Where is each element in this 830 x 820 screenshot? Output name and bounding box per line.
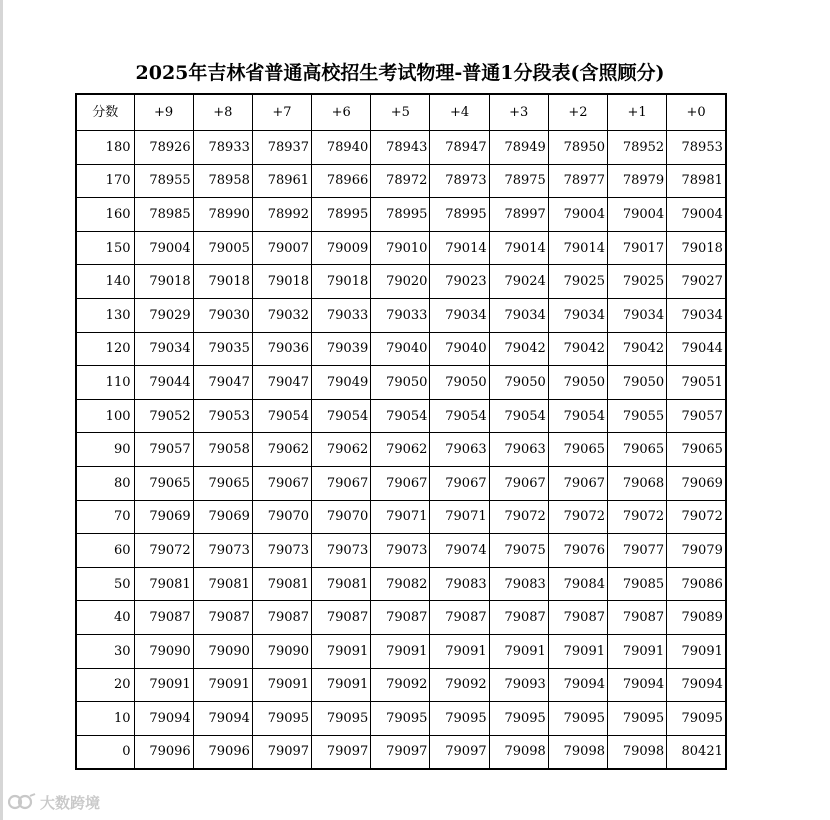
column-header-offset: +8 xyxy=(193,94,252,131)
count-cell: 79065 xyxy=(193,466,252,500)
column-header-offset: +0 xyxy=(667,94,726,131)
count-cell: 79063 xyxy=(489,433,548,467)
count-cell: 79004 xyxy=(608,198,667,232)
count-cell: 78990 xyxy=(193,198,252,232)
count-cell: 79096 xyxy=(134,735,193,769)
table-row xyxy=(76,298,726,332)
count-cell: 79091 xyxy=(312,668,371,702)
count-cell: 78975 xyxy=(489,164,548,198)
count-cell: 79090 xyxy=(193,634,252,668)
score-distribution-table xyxy=(75,93,727,770)
score-cell: 60 xyxy=(76,534,134,568)
count-cell: 79034 xyxy=(667,298,726,332)
count-cell: 79007 xyxy=(252,231,311,265)
count-cell: 79079 xyxy=(667,534,726,568)
score-cell: 170 xyxy=(76,164,134,198)
count-cell: 79073 xyxy=(193,534,252,568)
count-cell: 79097 xyxy=(252,735,311,769)
table-row xyxy=(76,601,726,635)
count-cell: 79034 xyxy=(608,298,667,332)
count-cell: 79050 xyxy=(608,366,667,400)
score-cell: 130 xyxy=(76,298,134,332)
count-cell: 79054 xyxy=(312,399,371,433)
count-cell: 79091 xyxy=(134,668,193,702)
score-cell: 30 xyxy=(76,634,134,668)
count-cell: 79033 xyxy=(312,298,371,332)
column-header-offset: +1 xyxy=(608,94,667,131)
count-cell: 79090 xyxy=(134,634,193,668)
logo-icon xyxy=(8,793,36,811)
count-cell: 79065 xyxy=(608,433,667,467)
count-cell: 78947 xyxy=(430,131,489,165)
count-cell: 79087 xyxy=(252,601,311,635)
count-cell: 79097 xyxy=(371,735,430,769)
count-cell: 78997 xyxy=(489,198,548,232)
score-cell: 110 xyxy=(76,366,134,400)
count-cell: 79025 xyxy=(548,265,607,299)
table-row xyxy=(76,399,726,433)
count-cell: 79095 xyxy=(252,702,311,736)
table-row xyxy=(76,332,726,366)
score-cell: 150 xyxy=(76,231,134,265)
count-cell: 78961 xyxy=(252,164,311,198)
count-cell: 79072 xyxy=(134,534,193,568)
count-cell: 78955 xyxy=(134,164,193,198)
count-cell: 79085 xyxy=(608,567,667,601)
count-cell: 79024 xyxy=(489,265,548,299)
count-cell: 79069 xyxy=(134,500,193,534)
score-cell: 0 xyxy=(76,735,134,769)
count-cell: 79098 xyxy=(489,735,548,769)
count-cell: 78940 xyxy=(312,131,371,165)
count-cell: 79062 xyxy=(312,433,371,467)
count-cell: 79036 xyxy=(252,332,311,366)
count-cell: 79051 xyxy=(667,366,726,400)
count-cell: 79050 xyxy=(371,366,430,400)
count-cell: 79014 xyxy=(548,231,607,265)
count-cell: 79055 xyxy=(608,399,667,433)
count-cell: 78995 xyxy=(312,198,371,232)
count-cell: 78979 xyxy=(608,164,667,198)
count-cell: 79093 xyxy=(489,668,548,702)
count-cell: 79091 xyxy=(312,634,371,668)
count-cell: 78926 xyxy=(134,131,193,165)
count-cell: 79050 xyxy=(430,366,489,400)
count-cell: 79034 xyxy=(548,298,607,332)
table-row xyxy=(76,735,726,769)
count-cell: 79091 xyxy=(193,668,252,702)
watermark xyxy=(8,790,100,814)
count-cell: 79062 xyxy=(252,433,311,467)
column-header-offset: +7 xyxy=(252,94,311,131)
count-cell: 79067 xyxy=(430,466,489,500)
count-cell: 79069 xyxy=(193,500,252,534)
count-cell: 79095 xyxy=(371,702,430,736)
count-cell: 79034 xyxy=(489,298,548,332)
count-cell: 79097 xyxy=(430,735,489,769)
count-cell: 78981 xyxy=(667,164,726,198)
count-cell: 79035 xyxy=(193,332,252,366)
table-row xyxy=(76,164,726,198)
count-cell: 79095 xyxy=(312,702,371,736)
count-cell: 79075 xyxy=(489,534,548,568)
count-cell: 79004 xyxy=(548,198,607,232)
count-cell: 79020 xyxy=(371,265,430,299)
count-cell: 79054 xyxy=(548,399,607,433)
count-cell: 79032 xyxy=(252,298,311,332)
count-cell: 79004 xyxy=(667,198,726,232)
count-cell: 79098 xyxy=(608,735,667,769)
count-cell: 79034 xyxy=(430,298,489,332)
table-body xyxy=(76,131,726,770)
count-cell: 79067 xyxy=(489,466,548,500)
count-cell: 79068 xyxy=(608,466,667,500)
count-cell: 79095 xyxy=(608,702,667,736)
count-cell: 79072 xyxy=(667,500,726,534)
count-cell: 79087 xyxy=(371,601,430,635)
count-cell: 79018 xyxy=(252,265,311,299)
count-cell: 79092 xyxy=(371,668,430,702)
score-cell: 80 xyxy=(76,466,134,500)
count-cell: 79033 xyxy=(371,298,430,332)
table-row xyxy=(76,500,726,534)
count-cell: 79084 xyxy=(548,567,607,601)
count-cell: 79081 xyxy=(252,567,311,601)
count-cell: 79087 xyxy=(608,601,667,635)
count-cell: 79018 xyxy=(312,265,371,299)
count-cell: 79094 xyxy=(608,668,667,702)
count-cell: 79067 xyxy=(371,466,430,500)
count-cell: 78992 xyxy=(252,198,311,232)
count-cell: 79018 xyxy=(134,265,193,299)
count-cell: 79077 xyxy=(608,534,667,568)
count-cell: 79095 xyxy=(667,702,726,736)
count-cell: 79042 xyxy=(608,332,667,366)
count-cell: 79063 xyxy=(430,433,489,467)
count-cell: 79047 xyxy=(252,366,311,400)
table-row xyxy=(76,198,726,232)
count-cell: 79027 xyxy=(667,265,726,299)
table-row xyxy=(76,366,726,400)
count-cell: 79087 xyxy=(134,601,193,635)
count-cell: 79069 xyxy=(667,466,726,500)
count-cell: 79025 xyxy=(608,265,667,299)
score-cell: 70 xyxy=(76,500,134,534)
count-cell: 79081 xyxy=(312,567,371,601)
count-cell: 79054 xyxy=(430,399,489,433)
count-cell: 79083 xyxy=(430,567,489,601)
count-cell: 79091 xyxy=(667,634,726,668)
count-cell: 79029 xyxy=(134,298,193,332)
count-cell: 79087 xyxy=(312,601,371,635)
count-cell: 80421 xyxy=(667,735,726,769)
table-row xyxy=(76,702,726,736)
count-cell: 79073 xyxy=(252,534,311,568)
table-row xyxy=(76,466,726,500)
count-cell: 79087 xyxy=(489,601,548,635)
column-header-offset: +2 xyxy=(548,94,607,131)
count-cell: 79004 xyxy=(134,231,193,265)
count-cell: 79091 xyxy=(489,634,548,668)
count-cell: 78985 xyxy=(134,198,193,232)
column-header-offset: +5 xyxy=(371,94,430,131)
count-cell: 79014 xyxy=(489,231,548,265)
count-cell: 79071 xyxy=(371,500,430,534)
count-cell: 79096 xyxy=(193,735,252,769)
count-cell: 78943 xyxy=(371,131,430,165)
count-cell: 79040 xyxy=(371,332,430,366)
score-cell: 10 xyxy=(76,702,134,736)
score-cell: 50 xyxy=(76,567,134,601)
column-header-offset: +3 xyxy=(489,94,548,131)
count-cell: 78933 xyxy=(193,131,252,165)
count-cell: 79091 xyxy=(548,634,607,668)
count-cell: 79086 xyxy=(667,567,726,601)
count-cell: 78937 xyxy=(252,131,311,165)
count-cell: 78973 xyxy=(430,164,489,198)
count-cell: 78950 xyxy=(548,131,607,165)
column-header-offset: +9 xyxy=(134,94,193,131)
count-cell: 79042 xyxy=(548,332,607,366)
count-cell: 79067 xyxy=(252,466,311,500)
count-cell: 79057 xyxy=(667,399,726,433)
count-cell: 79023 xyxy=(430,265,489,299)
count-cell: 79094 xyxy=(134,702,193,736)
count-cell: 79039 xyxy=(312,332,371,366)
count-cell: 79044 xyxy=(134,366,193,400)
count-cell: 79067 xyxy=(312,466,371,500)
table-row xyxy=(76,231,726,265)
count-cell: 79076 xyxy=(548,534,607,568)
count-cell: 79072 xyxy=(608,500,667,534)
table-header-row xyxy=(76,94,726,131)
count-cell: 79070 xyxy=(312,500,371,534)
count-cell: 79030 xyxy=(193,298,252,332)
count-cell: 79017 xyxy=(608,231,667,265)
count-cell: 79073 xyxy=(312,534,371,568)
count-cell: 78952 xyxy=(608,131,667,165)
count-cell: 79095 xyxy=(430,702,489,736)
table-row xyxy=(76,534,726,568)
count-cell: 79067 xyxy=(548,466,607,500)
count-cell: 78972 xyxy=(371,164,430,198)
count-cell: 79049 xyxy=(312,366,371,400)
count-cell: 79091 xyxy=(608,634,667,668)
count-cell: 79094 xyxy=(193,702,252,736)
count-cell: 79098 xyxy=(548,735,607,769)
column-header-offset: +4 xyxy=(430,94,489,131)
count-cell: 79087 xyxy=(548,601,607,635)
table-row xyxy=(76,265,726,299)
count-cell: 79091 xyxy=(252,668,311,702)
count-cell: 78958 xyxy=(193,164,252,198)
count-cell: 79065 xyxy=(134,466,193,500)
count-cell: 79052 xyxy=(134,399,193,433)
count-cell: 79054 xyxy=(489,399,548,433)
count-cell: 79072 xyxy=(489,500,548,534)
table-row xyxy=(76,668,726,702)
count-cell: 78995 xyxy=(371,198,430,232)
count-cell: 78995 xyxy=(430,198,489,232)
count-cell: 79010 xyxy=(371,231,430,265)
count-cell: 79090 xyxy=(252,634,311,668)
score-cell: 20 xyxy=(76,668,134,702)
column-header-score: 分数 xyxy=(76,94,134,131)
table-row xyxy=(76,567,726,601)
score-cell: 140 xyxy=(76,265,134,299)
count-cell: 79047 xyxy=(193,366,252,400)
count-cell: 79054 xyxy=(371,399,430,433)
score-cell: 120 xyxy=(76,332,134,366)
count-cell: 79087 xyxy=(430,601,489,635)
table-row xyxy=(76,634,726,668)
count-cell: 79071 xyxy=(430,500,489,534)
count-cell: 79070 xyxy=(252,500,311,534)
column-header-offset: +6 xyxy=(312,94,371,131)
score-cell: 180 xyxy=(76,131,134,165)
count-cell: 79083 xyxy=(489,567,548,601)
count-cell: 79009 xyxy=(312,231,371,265)
count-cell: 79074 xyxy=(430,534,489,568)
count-cell: 79050 xyxy=(548,366,607,400)
count-cell: 79053 xyxy=(193,399,252,433)
count-cell: 79034 xyxy=(134,332,193,366)
count-cell: 79072 xyxy=(548,500,607,534)
count-cell: 78966 xyxy=(312,164,371,198)
score-cell: 100 xyxy=(76,399,134,433)
score-cell: 90 xyxy=(76,433,134,467)
page-left-edge xyxy=(0,0,3,820)
score-cell: 160 xyxy=(76,198,134,232)
count-cell: 79057 xyxy=(134,433,193,467)
count-cell: 78977 xyxy=(548,164,607,198)
count-cell: 79095 xyxy=(548,702,607,736)
count-cell: 79094 xyxy=(548,668,607,702)
watermark-text: 大数跨境 xyxy=(40,793,101,812)
count-cell: 79040 xyxy=(430,332,489,366)
table-row xyxy=(76,433,726,467)
count-cell: 79091 xyxy=(371,634,430,668)
count-cell: 79065 xyxy=(548,433,607,467)
count-cell: 79087 xyxy=(193,601,252,635)
count-cell: 79018 xyxy=(667,231,726,265)
score-cell: 40 xyxy=(76,601,134,635)
count-cell: 79094 xyxy=(667,668,726,702)
count-cell: 79044 xyxy=(667,332,726,366)
table-row xyxy=(76,131,726,165)
count-cell: 79054 xyxy=(252,399,311,433)
count-cell: 79082 xyxy=(371,567,430,601)
count-cell: 78949 xyxy=(489,131,548,165)
count-cell: 79065 xyxy=(667,433,726,467)
count-cell: 79081 xyxy=(193,567,252,601)
count-cell: 79073 xyxy=(371,534,430,568)
count-cell: 79062 xyxy=(371,433,430,467)
count-cell: 79014 xyxy=(430,231,489,265)
count-cell: 79058 xyxy=(193,433,252,467)
count-cell: 79081 xyxy=(134,567,193,601)
count-cell: 79097 xyxy=(312,735,371,769)
count-cell: 79005 xyxy=(193,231,252,265)
page-title: 2025年吉林省普通高校招生考试物理-普通1分段表(含照顾分) xyxy=(135,62,665,84)
count-cell: 79042 xyxy=(489,332,548,366)
count-cell: 79095 xyxy=(489,702,548,736)
count-cell: 79050 xyxy=(489,366,548,400)
count-cell: 78953 xyxy=(667,131,726,165)
count-cell: 79089 xyxy=(667,601,726,635)
count-cell: 79091 xyxy=(430,634,489,668)
count-cell: 79092 xyxy=(430,668,489,702)
count-cell: 79018 xyxy=(193,265,252,299)
